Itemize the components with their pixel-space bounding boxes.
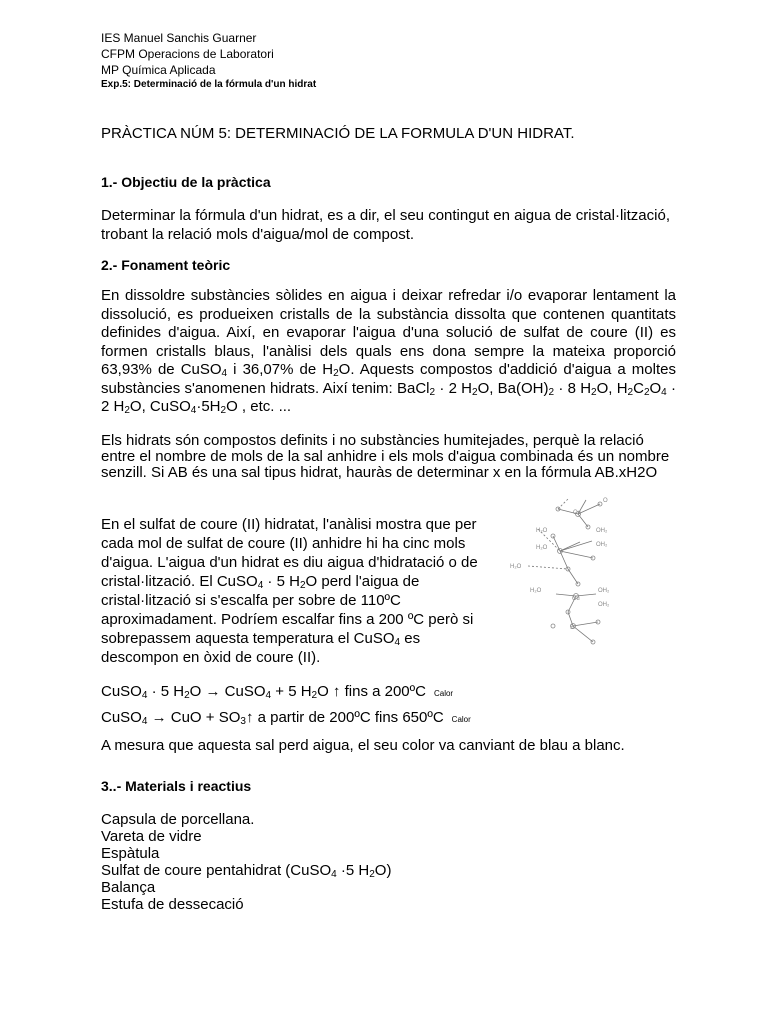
- figure-label: Cu: [573, 510, 581, 516]
- page-title: PRÀCTICA NÚM 5: DETERMINACIÓ DE LA FORMULA D'UN HIDRAT.: [101, 125, 575, 142]
- figure-label: S: [570, 625, 575, 631]
- list-item: Estufa de dessecació: [101, 896, 244, 913]
- list-item: Espàtula: [101, 845, 160, 862]
- section-2-heading: 2.- Fonament teòric: [101, 257, 231, 273]
- section-3-heading: 3..- Materials i reactius: [101, 778, 252, 794]
- list-item: Capsula de porcellana.: [101, 811, 255, 828]
- list-item: Vareta de vidre: [101, 828, 202, 845]
- figure-label: H₂O: [536, 545, 548, 551]
- objective-paragraph: Determinar la fórmula d'un hidrat, es a dir, el seu contingut en aigua de cristal·lització, trobant la relació mols d'aigua/mol de compost.: [101, 207, 670, 243]
- section-1-text: [101, 206, 701, 244]
- header-experiment: Exp.5: Determinació de la fórmula d'un hidrat: [101, 79, 317, 90]
- figure-label: OH₂: [596, 542, 608, 548]
- figure-label: OH₂: [598, 588, 610, 594]
- figure-label: H₂O: [530, 588, 542, 594]
- figure-label: H₂O: [510, 564, 522, 570]
- figure-label: OH₂: [596, 528, 608, 534]
- document-header: [101, 30, 316, 92]
- theory-paragraph-2: Els hidrats són compostos definits i no substàncies humitejades, perquè la relació entre el nombre de mols de la sal anhidre i els mols d'aigua combinada és un nombre senzill. Si AB és una sal tipus hidrat, hauràs de determinar x en la fórmula AB.xH2O: [101, 432, 670, 481]
- molecule-structure-icon: [508, 494, 668, 649]
- header-course: CFPM Operacions de Laboratori: [101, 47, 274, 61]
- figure-label: Cu: [572, 596, 580, 602]
- section-1-heading: 1.- Objectiu de la pràctica: [101, 174, 271, 190]
- list-item: Sulfat de coure pentahidrat (CuSO$_4$ ·5 $H_2O$): [101, 862, 392, 880]
- theory-paragraph-1: En dissoldre substàncies sòlides en aigua i deixar refredar i/o evaporar lentament la dissolució, es produeixen cristalls de la substància dissolta que contenen quantitats definides d'aigua. Així, en evaporar l'aigua d'una solució de sulfat de coure (II) es formen cristalls blaus, l'anàlisi dels quals ens dona sempre la mateixa proporció 63,93% de CuSO$_4$ i 36,07% de $H_2O$. Aquests compostos d'addició d'aigua a moltes substàncies s'anomenen hidrats. Així tenim: BaCl$_2$ · 2 $H_2O$, $Ba(OH)_2 \cdot 8$ $H_2O$, $H_2C_2O_4 \cdot 2$ $H_2O$, $CuSO_4\cdot 5H_2O$ , etc. ...: [101, 287, 676, 416]
- figure-label: OH₂: [598, 602, 610, 608]
- figure-label: O: [603, 498, 608, 504]
- materials-list: [101, 811, 701, 913]
- list-item: Balança: [101, 879, 156, 896]
- figure-label: H₂O: [536, 528, 548, 534]
- reaction-2: CuSO$_4$ → CuO + $SO_3↑$ a partir de 200ºC fins 650ºC Calor: [101, 709, 471, 727]
- color-change-note: A mesura que aquesta sal perd aigua, el seu color va canviant de blau a blanc.: [101, 737, 625, 754]
- header-school: IES Manuel Sanchis Guarner: [101, 31, 257, 45]
- header-module: MP Química Aplicada: [101, 63, 216, 77]
- theory-paragraph-3: En el sulfat de coure (II) hidratat, l'anàlisi mostra que per cada mol de sulfat de coure (II) anhidre hi ha cinc mols d'aigua. L'aigua d'un hidrat es diu aigua d'hidratació o de cristal·lització. El CuSO$_4$ · 5 $H_2O$ perd l'aigua de cristal·lització si s'escalfa per sobre de 110ºC aproximadament. Podríem escalfar fins a 200 ºC però si sobrepassem aquesta temperatura el CuSO$_4$ es descompon en òxid de coure (II).: [101, 516, 478, 666]
- reaction-1: CuSO$_4$ · 5 $H_2O$ → CuSO$_4$ + 5 $H_2O$ ↑ fins a 200ºC Calor: [101, 683, 454, 701]
